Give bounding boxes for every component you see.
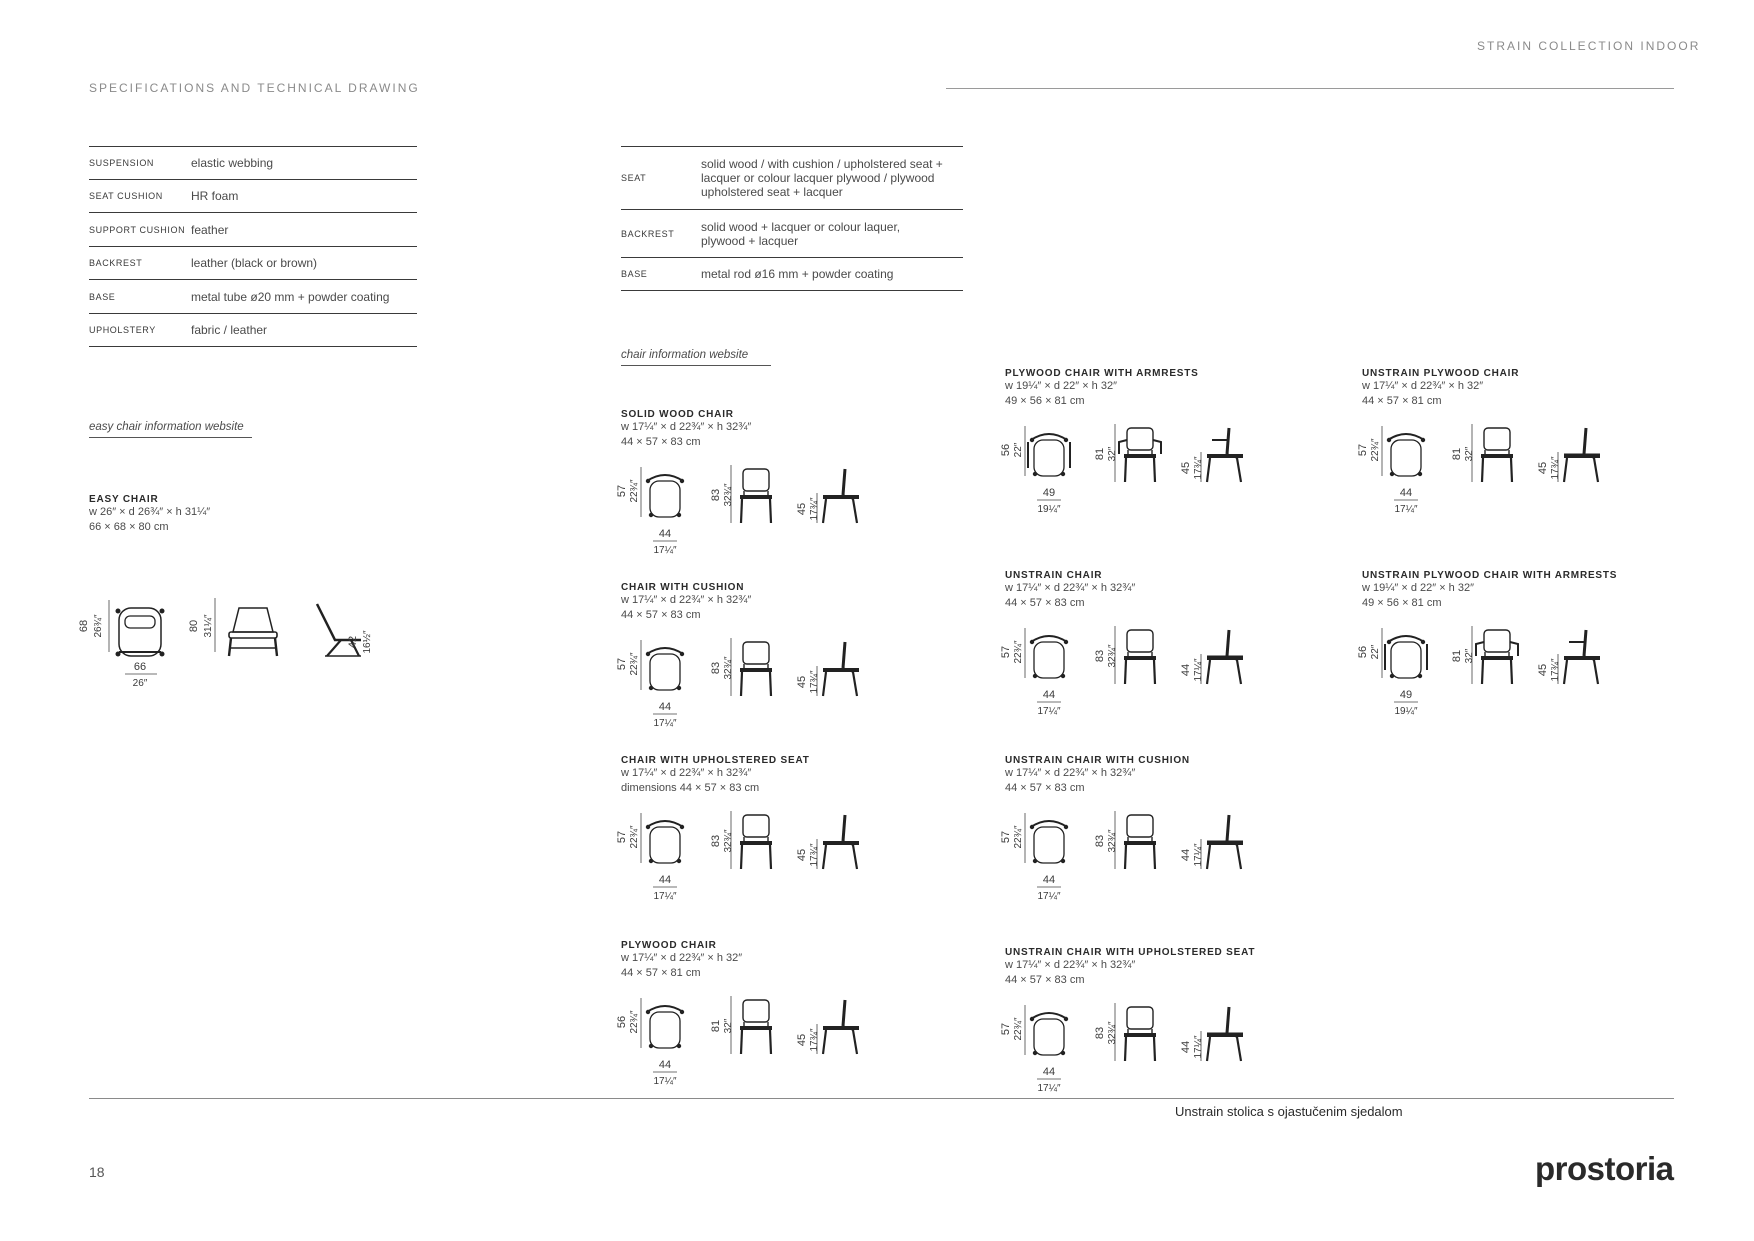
product-title: UNSTRAIN PLYWOOD CHAIR: [1362, 368, 1520, 379]
depth-in-label: 22″: [1013, 442, 1024, 458]
width-in-label: 17¼″: [653, 1076, 677, 1087]
spec-label: BACKREST: [621, 210, 701, 258]
depth-in-label: 22¾″: [629, 652, 640, 676]
height-cm-label: 83: [710, 834, 722, 848]
product-dimensions-metric: 44 × 57 × 83 cm: [621, 609, 701, 621]
footer-rule: [89, 1098, 1674, 1099]
product-block: [1000, 368, 1204, 515]
height-cm-label: 83: [1094, 834, 1106, 848]
depth-cm-label: 57: [1000, 645, 1012, 659]
width-in-label: 17¼″: [1394, 504, 1418, 515]
height-in-label: 32¾″: [723, 829, 734, 853]
product-dimensions-metric: dimensions 44 × 57 × 83 cm: [621, 782, 760, 794]
depth-cm-label: 57: [1000, 1022, 1012, 1036]
height-cm-label: 83: [710, 661, 722, 675]
product-block: [1357, 570, 1618, 717]
collection-title: STRAIN COLLECTION INDOOR: [1477, 39, 1701, 53]
product-block: [616, 940, 820, 1087]
product-dimensions-imperial: w 17¼″ × d 22¾″ × h 32¾″: [1005, 767, 1136, 779]
seat-cm-label: 44: [1180, 848, 1192, 862]
height-in-label: 32¾″: [723, 483, 734, 507]
product-block: [1000, 755, 1204, 902]
spec-value: metal rod ø16 mm + powder coating: [701, 258, 963, 291]
product-dimensions-imperial: w 17¼″ × d 22¾″ × h 32¾″: [1005, 582, 1136, 594]
spec-label: BASE: [89, 280, 191, 314]
product-dimensions-imperial: w 17¼″ × d 22¾″ × h 32¾″: [1005, 959, 1136, 971]
product-block: [616, 755, 820, 902]
product-dimensions-imperial: w 19¼″ × d 22″ × h 32″: [1005, 380, 1117, 392]
product-dimensions-metric: 49 × 56 × 81 cm: [1005, 395, 1085, 407]
height-cm-label: 80: [188, 619, 200, 633]
product-block: [1000, 570, 1204, 717]
seat-cm-label: 45: [796, 675, 808, 689]
height-in-label: 32″: [1464, 446, 1475, 462]
seat-in-label: 17¾″: [809, 670, 820, 694]
width-cm-label: 44: [658, 874, 672, 886]
height-in-label: 32″: [723, 1018, 734, 1034]
product-dimensions-imperial: w 17¼″ × d 22¾″ × h 32¾″: [621, 767, 752, 779]
height-in-label: 32¾″: [1107, 829, 1118, 853]
height-cm-label: 81: [1451, 447, 1463, 461]
technical-drawing: [611, 996, 911, 1106]
depth-cm-label: 56: [1357, 645, 1369, 659]
product-title: UNSTRAIN CHAIR: [1005, 570, 1103, 581]
depth-in-label: 22¾″: [1370, 438, 1381, 462]
depth-cm-label: 68: [78, 619, 90, 633]
product-title: PLYWOOD CHAIR: [621, 940, 717, 951]
spec-label: UPHOLSTERY: [89, 314, 191, 347]
spec-label: SUSPENSION: [89, 147, 191, 180]
height-in-label: 32″: [1107, 446, 1118, 462]
height-in-label: 32¾″: [1107, 1021, 1118, 1045]
depth-in-label: 22″: [1370, 644, 1381, 660]
product-dimensions-metric: 44 × 57 × 83 cm: [1005, 974, 1085, 986]
section-title: SPECIFICATIONS AND TECHNICAL DRAWING: [89, 81, 420, 95]
height-cm-label: 83: [1094, 649, 1106, 663]
technical-drawing: [611, 811, 911, 921]
chair-spec-table: [621, 146, 963, 291]
depth-in-label: 22¾″: [629, 1010, 640, 1034]
product-dimensions-metric: 44 × 57 × 83 cm: [1005, 597, 1085, 609]
seat-cm-label: 44: [1180, 1040, 1192, 1054]
height-cm-label: 81: [1451, 649, 1463, 663]
seat-cm-label: 45: [796, 1033, 808, 1047]
depth-in-label: 26¾″: [93, 614, 104, 638]
technical-drawing: [995, 626, 1295, 736]
width-cm-label: 44: [1042, 1066, 1056, 1078]
height-in-label: 32¾″: [1107, 644, 1118, 668]
product-dimensions-metric: 44 × 57 × 83 cm: [1005, 782, 1085, 794]
product-dimensions-imperial: w 17¼″ × d 22¾″ × h 32¾″: [621, 421, 752, 433]
seat-in-label: 17¾″: [809, 497, 820, 521]
seat-cm-label: 45: [796, 502, 808, 516]
width-in-label: 17¼″: [1037, 706, 1061, 717]
spec-label: BACKREST: [89, 247, 191, 280]
width-in-label: 26″: [132, 678, 148, 689]
easy-chair-info-link[interactable]: easy chair information website: [89, 421, 252, 438]
product-title: SOLID WOOD CHAIR: [621, 409, 734, 420]
prostoria-logo: prostoria: [1535, 1150, 1674, 1187]
width-cm-label: 49: [1399, 689, 1413, 701]
spec-value: feather: [191, 213, 417, 247]
product-dimensions-imperial: w 17¼″ × d 22¾″ × h 32″: [621, 952, 743, 964]
width-in-label: 17¼″: [1037, 1083, 1061, 1094]
product-dimensions-metric: 44 × 57 × 83 cm: [621, 436, 701, 448]
spec-value: elastic webbing: [191, 147, 417, 180]
spec-label: BASE: [621, 258, 701, 291]
product-dimensions-imperial: w 17¼″ × d 22¾″ × h 32¾″: [621, 594, 752, 606]
depth-in-label: 22¾″: [1013, 640, 1024, 664]
technical-drawing: [995, 811, 1295, 921]
width-cm-label: 66: [133, 661, 147, 673]
technical-drawing: [995, 424, 1295, 534]
width-cm-label: 44: [1399, 487, 1413, 499]
product-dimensions-metric: 44 × 57 × 81 cm: [621, 967, 701, 979]
product-title: EASY CHAIR: [89, 494, 159, 505]
seat-cm-label: 42: [347, 635, 359, 649]
depth-cm-label: 57: [1357, 443, 1369, 457]
depth-in-label: 22¾″: [1013, 1017, 1024, 1041]
width-in-label: 19¼″: [1394, 706, 1418, 717]
depth-cm-label: 57: [616, 484, 628, 498]
width-cm-label: 44: [658, 701, 672, 713]
chair-info-link[interactable]: chair information website: [621, 349, 771, 366]
height-in-label: 31¼″: [203, 614, 214, 638]
depth-cm-label: 57: [1000, 830, 1012, 844]
product-dimensions-metric: 44 × 57 × 81 cm: [1362, 395, 1442, 407]
seat-cm-label: 45: [1537, 663, 1549, 677]
seat-in-label: 17¼″: [1193, 1035, 1204, 1059]
product-title: UNSTRAIN CHAIR WITH UPHOLSTERED SEAT: [1005, 947, 1256, 958]
product-block: [1357, 368, 1561, 515]
product-block: [616, 409, 820, 556]
seat-in-label: 16½″: [362, 630, 373, 654]
depth-cm-label: 56: [616, 1015, 628, 1029]
seat-in-label: 17¼″: [1193, 843, 1204, 867]
depth-in-label: 22¾″: [629, 479, 640, 503]
width-in-label: 17¼″: [653, 718, 677, 729]
easy-chair-spec-table: [89, 146, 417, 347]
spec-value: leather (black or brown): [191, 247, 417, 280]
product-title: UNSTRAIN CHAIR WITH CUSHION: [1005, 755, 1190, 766]
seat-in-label: 17¾″: [809, 1028, 820, 1052]
spec-value: solid wood + lacquer or colour laquer, plywood + lacquer: [701, 210, 963, 258]
product-title: CHAIR WITH UPHOLSTERED SEAT: [621, 755, 810, 766]
height-cm-label: 81: [1094, 447, 1106, 461]
height-in-label: 32″: [1464, 648, 1475, 664]
product-title: PLYWOOD CHAIR WITH ARMRESTS: [1005, 368, 1199, 379]
technical-drawing: [995, 1003, 1295, 1113]
header-rule: [946, 88, 1674, 89]
width-cm-label: 44: [658, 1059, 672, 1071]
spec-value: solid wood / with cushion / upholstered seat + lacquer or colour lacquer plywood / plywood upholstered seat + lacquer: [701, 147, 963, 210]
height-cm-label: 81: [710, 1019, 722, 1033]
height-cm-label: 83: [1094, 1026, 1106, 1040]
product-dimensions-metric: 49 × 56 × 81 cm: [1362, 597, 1442, 609]
product-block: [616, 582, 820, 729]
technical-drawing: [79, 598, 379, 708]
technical-drawing: [1352, 424, 1652, 534]
depth-cm-label: 57: [616, 830, 628, 844]
seat-cm-label: 44: [1180, 663, 1192, 677]
height-in-label: 32¾″: [723, 656, 734, 680]
product-block: [78, 494, 373, 689]
photo-caption: Unstrain stolica s ojastučenim sjedalom: [1175, 1104, 1403, 1119]
seat-cm-label: 45: [1537, 461, 1549, 475]
depth-cm-label: 57: [616, 657, 628, 671]
width-in-label: 17¼″: [1037, 891, 1061, 902]
width-cm-label: 44: [1042, 874, 1056, 886]
spec-label: SEAT CUSHION: [89, 180, 191, 213]
product-dimensions-metric: 66 × 68 × 80 cm: [89, 521, 169, 533]
spec-value: HR foam: [191, 180, 417, 213]
width-in-label: 17¼″: [653, 545, 677, 556]
spec-value: metal tube ø20 mm + powder coating: [191, 280, 417, 314]
width-cm-label: 44: [1042, 689, 1056, 701]
spec-label: SEAT: [621, 147, 701, 210]
spec-value: fabric / leather: [191, 314, 417, 347]
width-in-label: 19¼″: [1037, 504, 1061, 515]
technical-drawing: [611, 638, 911, 748]
product-dimensions-imperial: w 17¼″ × d 22¾″ × h 32″: [1362, 380, 1484, 392]
technical-drawing: [611, 465, 911, 575]
seat-in-label: 17¼″: [1193, 658, 1204, 682]
product-title: UNSTRAIN PLYWOOD CHAIR WITH ARMRESTS: [1362, 570, 1618, 581]
depth-in-label: 22¾″: [1013, 825, 1024, 849]
seat-in-label: 17¾″: [1550, 456, 1561, 480]
seat-in-label: 17¾″: [1193, 456, 1204, 480]
product-title: CHAIR WITH CUSHION: [621, 582, 745, 593]
height-cm-label: 83: [710, 488, 722, 502]
width-cm-label: 44: [658, 528, 672, 540]
depth-in-label: 22¾″: [629, 825, 640, 849]
product-dimensions-imperial: w 19¼″ × d 22″ × h 32″: [1362, 582, 1474, 594]
width-cm-label: 49: [1042, 487, 1056, 499]
page-number: 18: [89, 1164, 105, 1180]
technical-drawing: [1352, 626, 1652, 736]
seat-in-label: 17¾″: [809, 843, 820, 867]
seat-cm-label: 45: [1180, 461, 1192, 475]
product-block: [1000, 947, 1256, 1094]
product-dimensions-imperial: w 26″ × d 26¾″ × h 31¼″: [89, 506, 211, 518]
depth-cm-label: 56: [1000, 443, 1012, 457]
spec-label: SUPPORT CUSHION: [89, 213, 191, 247]
seat-cm-label: 45: [796, 848, 808, 862]
seat-in-label: 17¾″: [1550, 658, 1561, 682]
width-in-label: 17¼″: [653, 891, 677, 902]
